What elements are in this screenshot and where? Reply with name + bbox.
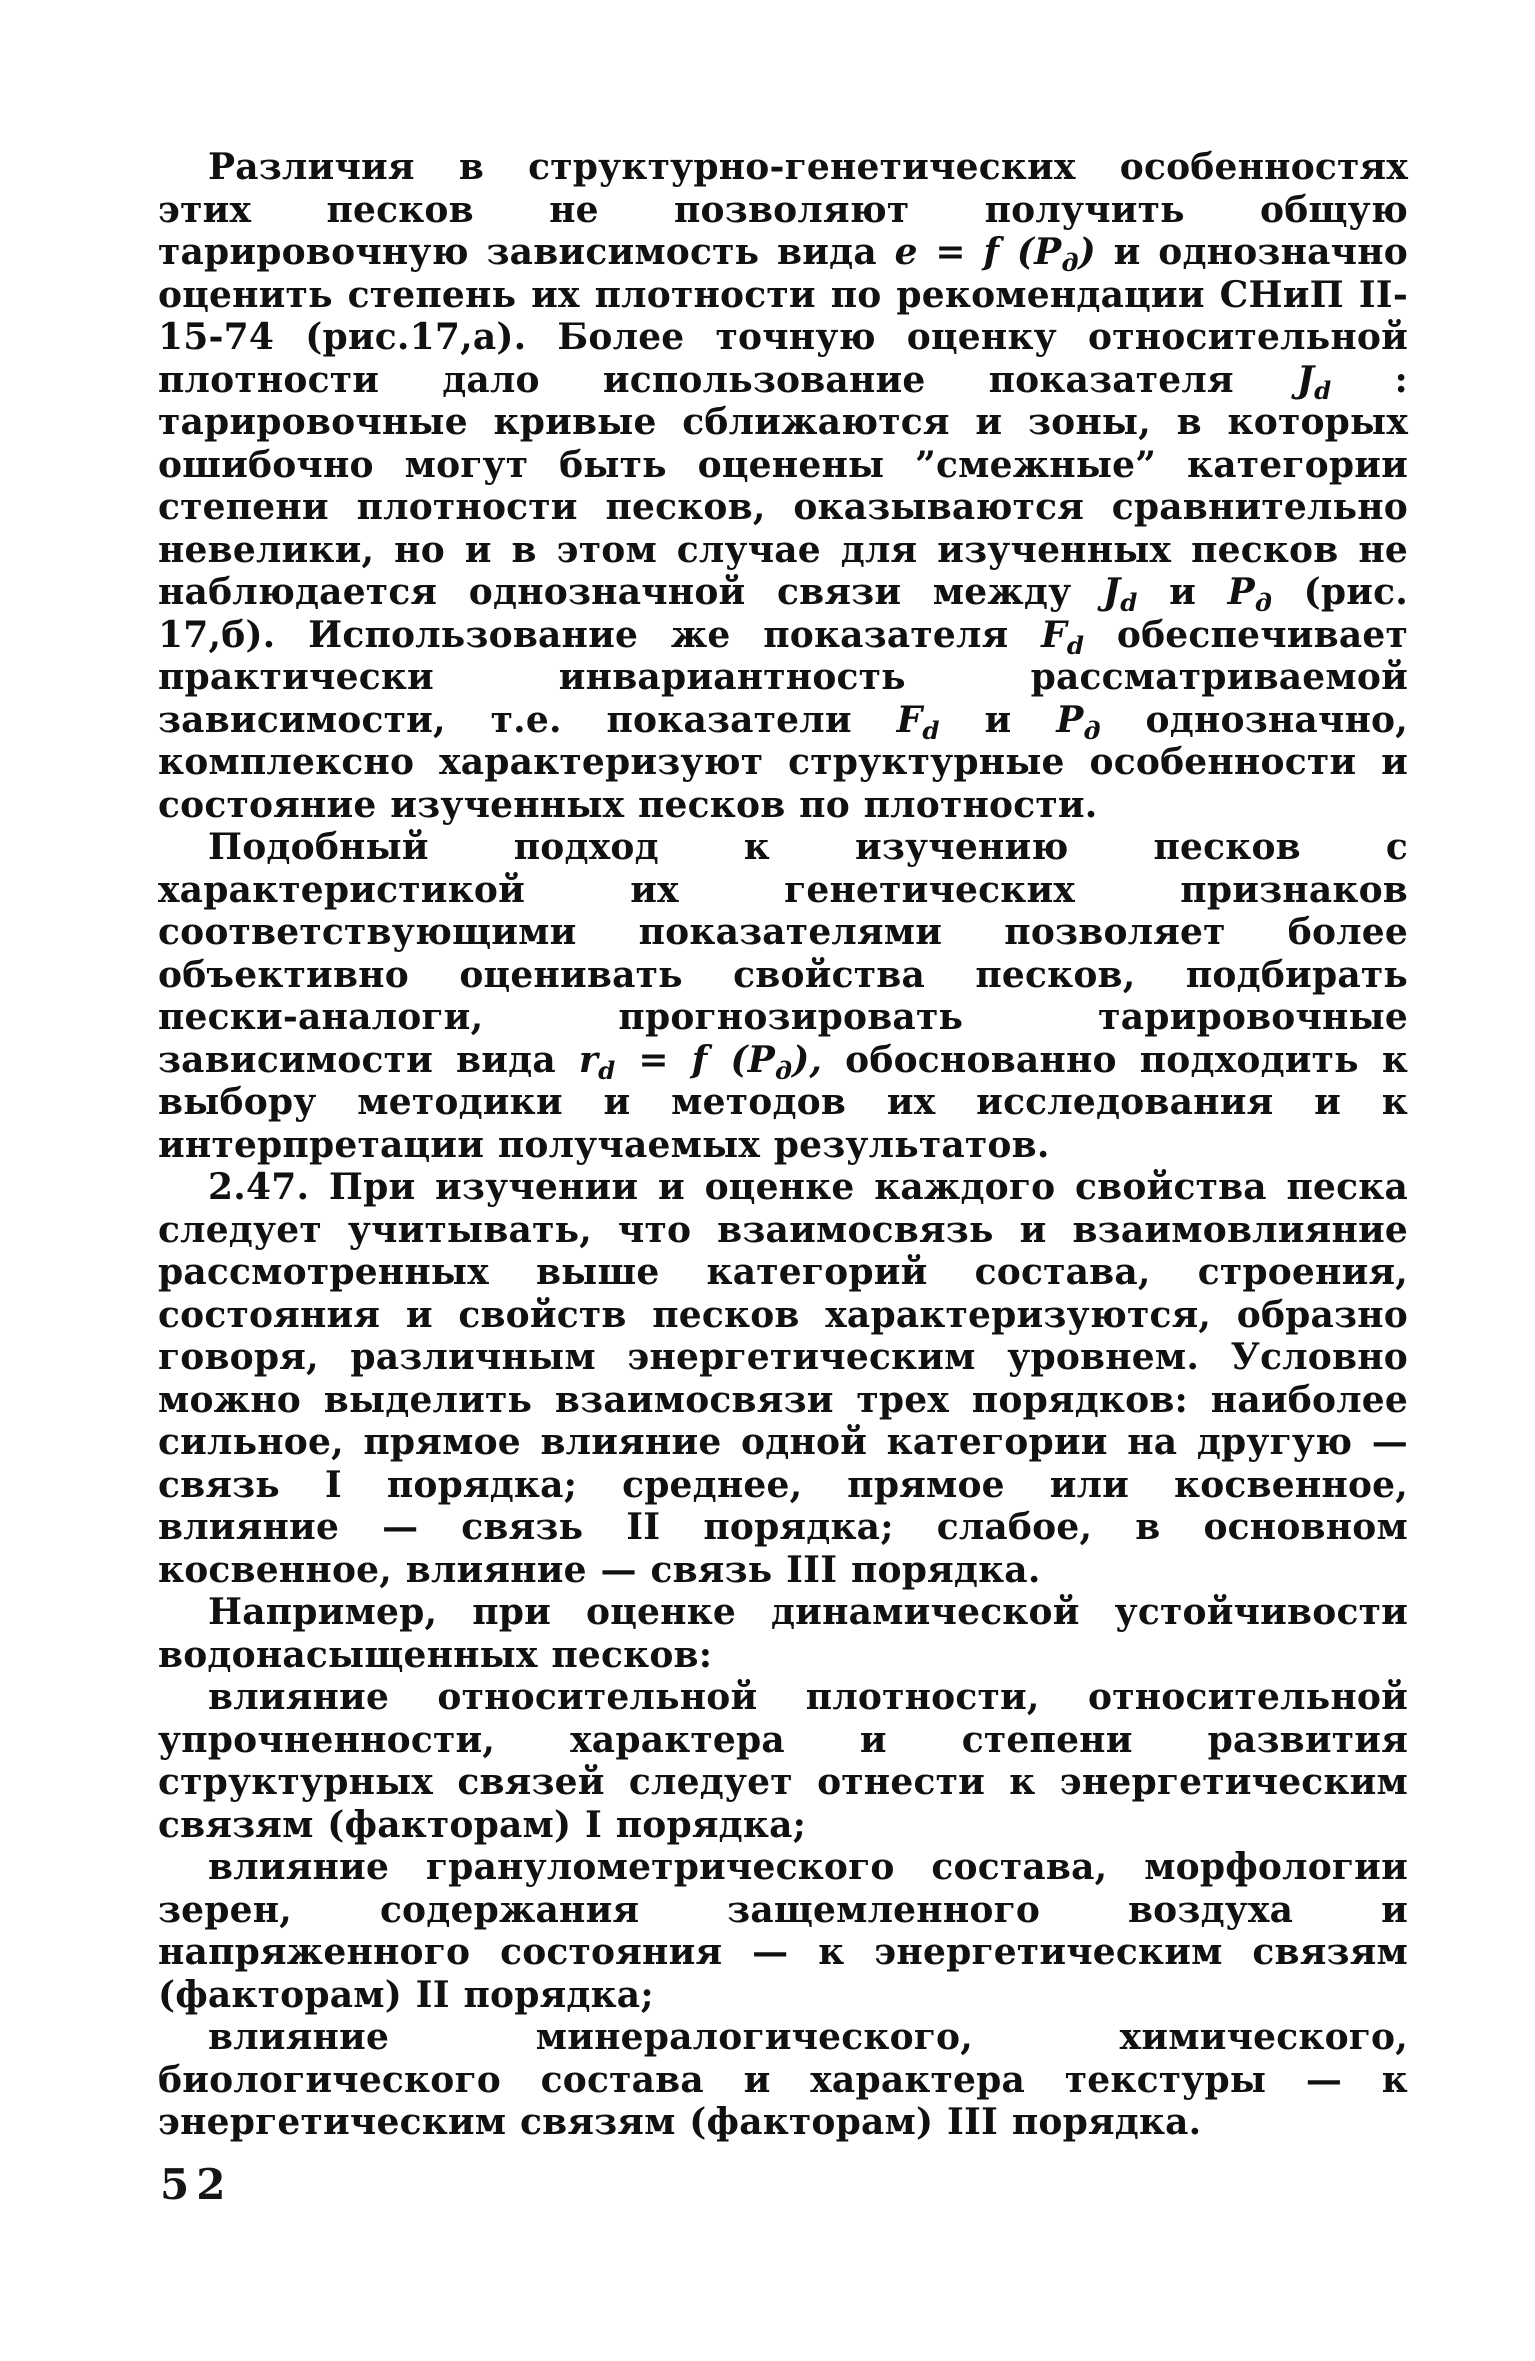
formula-var: $J_d$ (1296, 358, 1332, 405)
paragraph-2: Подобный подход к изучению песков с характеристикой их генетических признаков соответствующими показателями позволяет более объективно оценивать свойства песков, подбирать пески-аналоги, прогнозировать тарировочные зависимости вида $r_d = f$ $(P_д)$, обоснованно подходить к выбору методики и методов их исследования и к интерпретации получаемых результатов. (158, 826, 1409, 1166)
formula-var: $F_d$ (1041, 613, 1085, 660)
formula-var: $F_d$ (896, 698, 940, 745)
paragraph-6: влияние гранулометрического состава, морфологии зерен, содержания защемленного воздуха и напряженного состояния — к энергетическим связям (факторам) II порядка; (158, 1846, 1408, 2016)
formula: e = f ( (894, 231, 1035, 273)
formula: = f ( (615, 1038, 748, 1081)
page-number: 52 (160, 2160, 233, 2209)
formula: ) (1078, 231, 1096, 273)
paragraph-5: влияние относительной плотности, относительной упрочненности, характера и степени развития структурных связей следует отнести к энергетическим связям (факторам) I порядка; (158, 1676, 1408, 1846)
formula-var: $P_д$ (1056, 698, 1101, 745)
page-text (158, 146, 1408, 2144)
paragraph-4: Например, при оценке динамической устойчивости водонасыщенных песков: (158, 1591, 1408, 1676)
paragraph-3: 2.47. При изучении и оценке каждого свойства песка следует учитывать, что взаимосвязь и взаимовлияние рассмотренных выше категорий состава, строения, состояния и свойств песков характеризуются, образно говоря, различным энергетическим уровнем. Условно можно выделить взаимосвязи трех порядков: наиболее сильное, прямое влияние одной категории на другую — связь I порядка; среднее, прямое или косвенное, влияние — связь II порядка; слабое, в основном косвенное, влияние — связь III порядка. (158, 1166, 1408, 1591)
formula-var: $P_д$ (1034, 231, 1079, 277)
paragraph-1: Различия в структурно-генетических особенностях этих песков не позволяют получить общую тарировочную зависимость вида e = f $(P_д)$ и однозначно оценить степень их плотности по рекомендации СНиП II-15-74 (рис.17,а). Более точную оценку относительной плотности дало использование показателя $J_d$ : тарировочные кривые сближаются и зоны, в которых ошибочно могут быть оценены ”смежные” категории степени плотности песков, оказываются сравнительно невелики, но и в этом случае для изученных песков не наблюдается однозначной связи между $J_d$ и $P_д$ (рис. 17,б). Использование же показателя $F_d$ обеспечивает практически инвариантность рассматриваемой зависимости, т.е. показатели $F_d$ и $P_д$ однозначно, комплексно характеризуют структурные особенности и состояние изученных песков по плотности. (158, 146, 1408, 826)
formula-var: $P_д$ (1227, 571, 1273, 617)
formula-var: $P_д$ (747, 1038, 793, 1085)
formula-var: $r_d$ (578, 1038, 616, 1085)
paragraph-7: влияние минералогического, химического, биологического состава и характера текстуры — к энергетическим связям (факторам) III порядка. (158, 2016, 1408, 2143)
formula-var: $J_d$ (1102, 571, 1138, 617)
formula: ), (792, 1038, 823, 1081)
